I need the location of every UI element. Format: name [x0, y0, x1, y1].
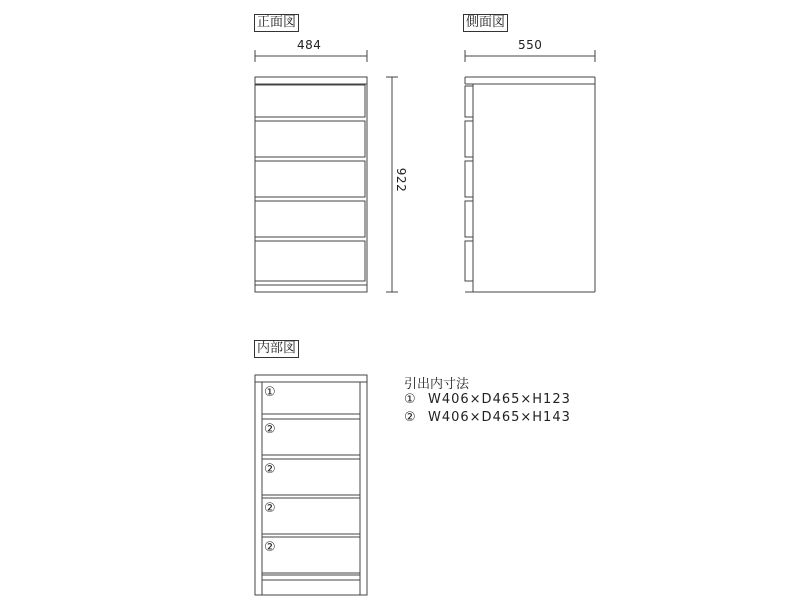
spec-title: 引出内寸法 — [404, 377, 470, 392]
drawer-number: ② — [264, 422, 276, 437]
interior-view-label: 内部図 — [254, 340, 299, 358]
front-view — [255, 50, 398, 292]
spec-dimensions: W406×D465×H123 — [428, 392, 571, 407]
front-drawer — [255, 241, 365, 281]
front-drawer — [255, 161, 365, 197]
front-drawer — [255, 85, 365, 117]
depth-dimension: 550 — [518, 38, 543, 52]
spec-number: ② — [404, 410, 417, 425]
interior-drawer — [262, 537, 360, 573]
height-dimension: 922 — [394, 167, 409, 193]
side-view — [465, 50, 595, 292]
interior-drawer — [262, 498, 360, 534]
front-drawer — [255, 121, 365, 157]
width-dimension: 484 — [297, 38, 322, 52]
spec-dimensions: W406×D465×H143 — [428, 410, 571, 425]
spec-number: ① — [404, 392, 417, 407]
drawer-number: ② — [264, 501, 276, 516]
interior-drawer — [262, 459, 360, 495]
interior-view — [255, 375, 367, 595]
front-view-label: 正面図 — [254, 14, 299, 32]
side-view-label: 側面図 — [463, 14, 508, 32]
drawer-number: ② — [264, 462, 276, 477]
drawer-number: ② — [264, 540, 276, 555]
interior-drawer — [262, 382, 360, 414]
interior-drawer — [262, 419, 360, 455]
front-drawer — [255, 201, 365, 237]
drawer-number: ① — [264, 385, 276, 400]
